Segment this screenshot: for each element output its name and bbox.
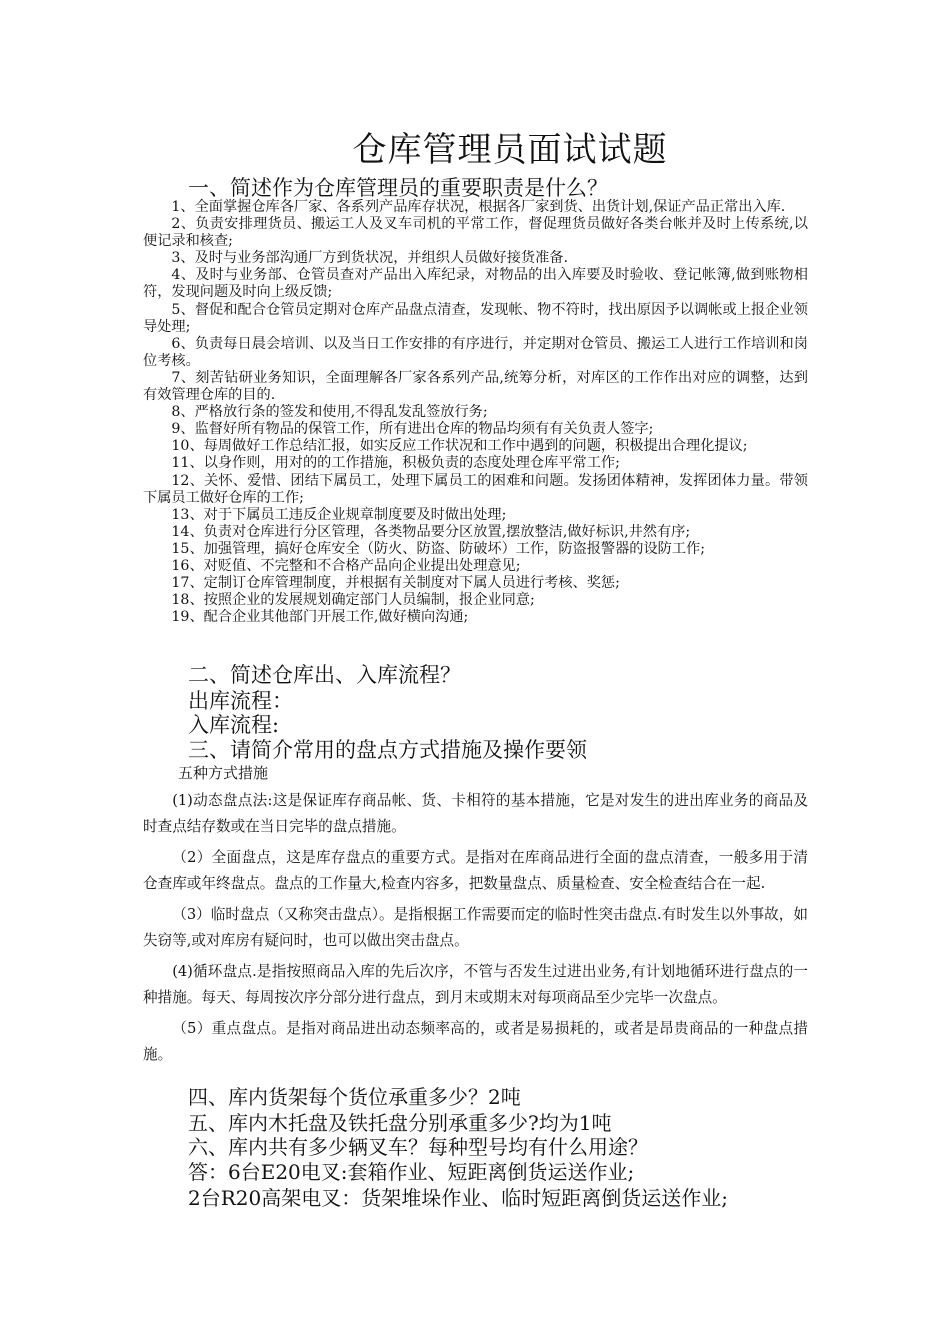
duty-item: 16、对贬值、不完整和不合格产品向企业提出处理意见; [171,557,521,574]
duty-item: 4、及时与业务部、仓管员查对产品出入库纪录，对物品的出入库要及时验收、登记帐簿,做到账物相符，发现问题及时向上级反馈; [143,267,808,301]
question-3-subheading: 五种方式措施 [178,764,269,782]
method-item: （3）临时盘点（又称突击盘点）。是指根据工作需要而定的临时性突击盘点.有时发生以外事故，如失窃等,或对库房有疑问时，也可以做出突击盘点。 [143,906,808,949]
question-2-heading: 二、简述仓库出、入库流程？ [188,663,461,687]
question-3-heading: 三、请简介常用的盘点方式措施及操作要领 [188,738,587,762]
duty-item: 18、按照企业的发展规划确定部门人员编制，报企业同意; [171,592,535,609]
duty-item: 3、及时与业务部沟通厂方到货状况，并组织人员做好接货准备. [171,250,568,267]
duty-item: 19、配合企业其他部门开展工作,做好横向沟通; [171,609,469,626]
duty-item: 12、关怀、爱惜、团结下属员工，处理下属员工的困难和问题。发扬团体精神，发挥团体力量。带领下属员工做好仓库的工作; [143,472,808,506]
duty-item: 7、刻苦钻研业务知识，全面理解各厂家各系列产品,统筹分析，对库区的工作作出对应的调整，达到有效管理仓库的目的. [143,369,808,404]
duty-item: 1、全面掌握仓库各厂家、各系列产品库存状况，根据各厂家到货、出货计划,保证产品正常出入库. [171,199,786,215]
duty-item: 9、监督好所有物品的保管工作，所有进出仓库的物品均须有有关负责人签字; [171,421,654,438]
question-5: 五、库内木托盘及铁托盘分别承重多少?均为1吨 [188,1111,612,1135]
question-6-heading: 六、库内共有多少辆叉车？每种型号均有什么用途？ [188,1135,648,1159]
method-item: (4)循环盘点.是指按照商品入库的先后次序，不管与否发生过进出业务,有计划地循环进行盘点的一种措施。每天、每周按次序分部分进行盘点，到月末或期末对每项商品至少完毕一次盘点。 [143,963,808,1006]
question-1-heading: 一、简述作为仓库管理员的重要职责是什么？ [188,176,608,200]
duty-item: 8、严格放行条的签发和使用,不得乱发乱签放行务; [171,404,488,421]
duty-item: 5、督促和配合仓管员定期对仓库产品盘点清查，发现帐、物不符时，找出原因予以调帐或上报企业领导处理; [143,301,808,335]
duty-item: 2、负责安排理货员、搬运工人及叉车司机的平常工作，督促理货员做好各类台帐并及时上传系统,以便记录和核查; [143,216,808,250]
duty-item: 11、以身作则，用对的的工作措施，积极负责的态度处理仓库平常工作; [171,455,620,472]
duty-item: 15、加强管理，搞好仓库安全（防火、防盗、防破坏）工作，防盗报警器的设防工作; [171,540,705,557]
question-4: 四、库内货架每个货位承重多少？2吨 [188,1085,521,1109]
question-6-answer-1: 答：6台E20电叉:套箱作业、短距离倒货运送作业; [188,1160,635,1184]
duty-item: 17、定制订仓库管理制度，并根据有关制度对下属人员进行考核、奖惩; [171,575,620,592]
method-item: （2）全面盘点，这是库存盘点的重要方式。是指对在库商品进行全面的盘点清查，一般多用于清仓查库或年终盘点。盘点的工作量大,检查内容多，把数量盘点、质量检查、安全检查结合在一起. [143,849,808,892]
duty-item: 14、负责对仓库进行分区管理，各类物品要分区放置,摆放整洁,做好标识,井然有序; [171,523,691,540]
outbound-process-label: 出库流程： [188,689,293,713]
question-3-methods-list [143,788,808,1073]
method-item: (1)动态盘点法:这是保证库存商品帐、货、卡相符的基本措施，它是对发生的进出库业务的商品及时查点结存数或在当日完毕的盘点措施。 [143,792,808,835]
duty-item: 13、对于下属员工违反企业规章制度要及时做出处理; [171,506,507,523]
question-6-answer-2: 2台R20高架电叉：货架堆垛作业、临时短距离倒货运送作业; [188,1186,728,1210]
duty-item: 10、每周做好工作总结汇报，如实反应工作状况和工作中遇到的问题，积极提出合理化提议; [171,438,748,455]
duty-item: 6、负责每日晨会培训、以及当日工作安排的有序进行，并定期对仓管员、搬运工人进行工作培训和岗位考核。 [143,335,808,369]
page-title: 仓库管理员面试试题 [352,130,668,170]
method-item: （5）重点盘点。是指对商品进出动态频率高的，或者是易损耗的，或者是昂贵商品的一种盘点措施。 [143,1020,808,1063]
inbound-process-label: 入库流程: [188,713,280,737]
question-1-duties-list [143,199,808,626]
